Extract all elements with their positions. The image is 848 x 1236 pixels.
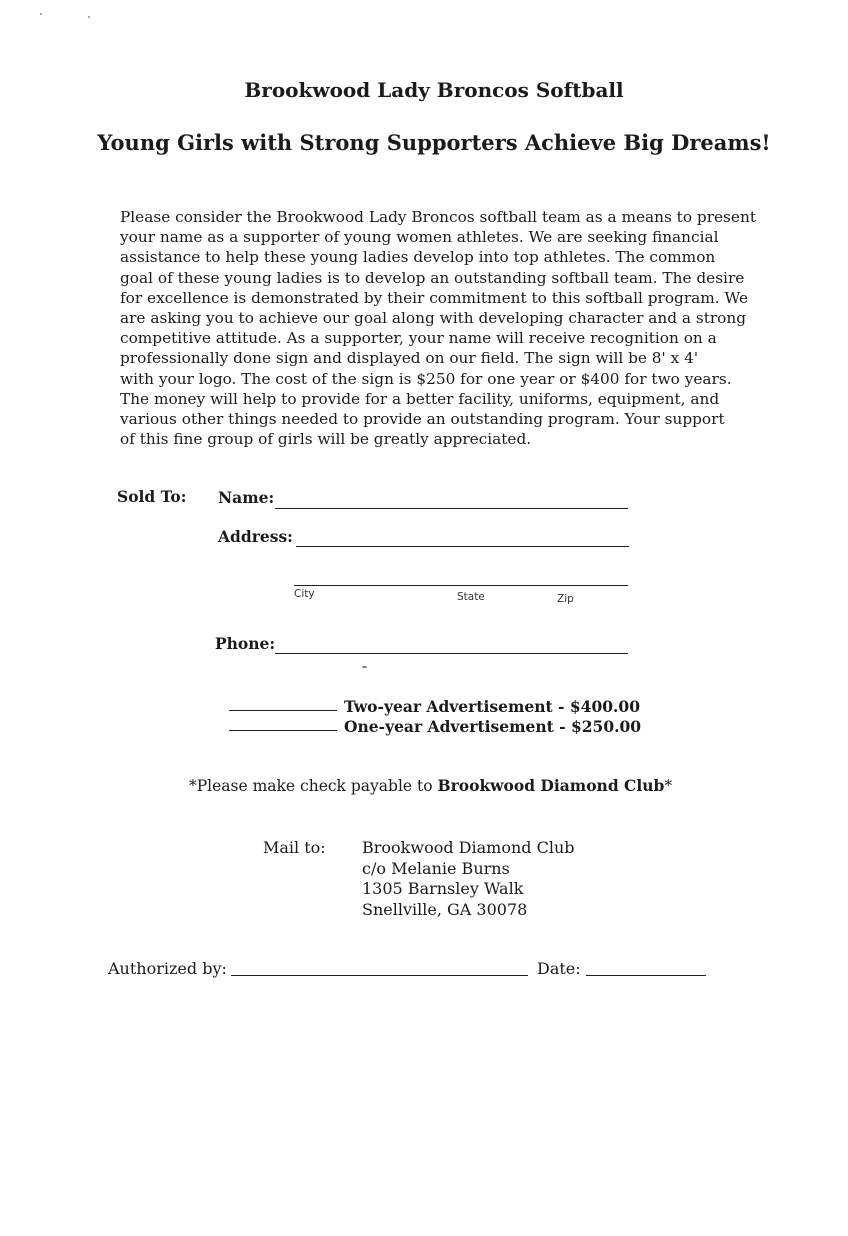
phone-label: Phone: (215, 634, 276, 653)
body-line: for excellence is demonstrated by their commitment to this softball program. We (120, 288, 749, 307)
body-line: with your logo. The cost of the sign is $250 for one year or $400 for two years. (120, 369, 732, 388)
payment-note (189, 776, 672, 795)
mail-address-line: 1305 Barnsley Walk (362, 879, 524, 898)
zip-label: Zip (557, 593, 574, 605)
date-field[interactable] (586, 975, 706, 976)
body-line: assistance to help these young ladies develop into top athletes. The common (120, 248, 716, 267)
name-label: Name: (218, 488, 275, 507)
mail-to-label: Mail to: (263, 838, 326, 857)
phone-field[interactable] (275, 653, 628, 654)
scan-speck (40, 13, 42, 15)
payment-note-suffix: * (664, 777, 673, 795)
one-year-option: One-year Advertisement - $250.00 (344, 717, 642, 736)
sold-to-label: Sold To: (117, 487, 187, 506)
body-line: The money will help to provide for a better facility, uniforms, equipment, and (120, 389, 720, 408)
name-field[interactable] (275, 508, 628, 509)
body-line: are asking you to achieve our goal along with developing character and a strong (120, 309, 747, 328)
city-state-zip-field[interactable] (294, 585, 628, 586)
body-line: your name as a supporter of young women athletes. We are seeking financial (120, 228, 719, 247)
address-field[interactable] (296, 546, 629, 547)
one-year-check-line[interactable] (229, 730, 337, 731)
scan-speck (88, 16, 90, 18)
payment-note-prefix: *Please make check payable to (189, 777, 438, 795)
scan-speck (362, 666, 367, 668)
body-line: of this fine group of girls will be greatly appreciated. (120, 430, 532, 449)
authorized-by-field[interactable] (231, 975, 528, 976)
body-line: professionally done sign and displayed on our field. The sign will be 8' x 4' (120, 349, 699, 368)
body-line: Please consider the Brookwood Lady Broncos softball team as a means to present (120, 208, 756, 226)
two-year-check-line[interactable] (229, 710, 337, 711)
mail-address-line: Brookwood Diamond Club (362, 838, 575, 857)
body-paragraph (120, 207, 760, 449)
state-label: State (457, 591, 485, 603)
mail-address (362, 838, 574, 920)
date-label: Date: (537, 959, 581, 978)
two-year-option: Two-year Advertisement - $400.00 (344, 697, 640, 716)
mail-address-line: Snellville, GA 30078 (362, 899, 528, 919)
address-label: Address: (218, 527, 293, 546)
mail-address-line: c/o Melanie Burns (362, 858, 510, 878)
payee-name: Brookwood Diamond Club (437, 776, 665, 795)
page-title: Brookwood Lady Broncos Softball (244, 78, 624, 102)
page-subtitle: Young Girls with Strong Supporters Achieve Big Dreams! (97, 130, 771, 155)
body-line: goal of these young ladies is to develop an outstanding softball team. The desire (120, 268, 745, 287)
body-line: various other things needed to provide an outstanding program. Your support (120, 410, 725, 429)
body-line: competitive attitude. As a supporter, your name will receive recognition on a (120, 329, 717, 348)
authorized-by-label: Authorized by: (108, 959, 227, 978)
city-label: City (294, 588, 315, 600)
